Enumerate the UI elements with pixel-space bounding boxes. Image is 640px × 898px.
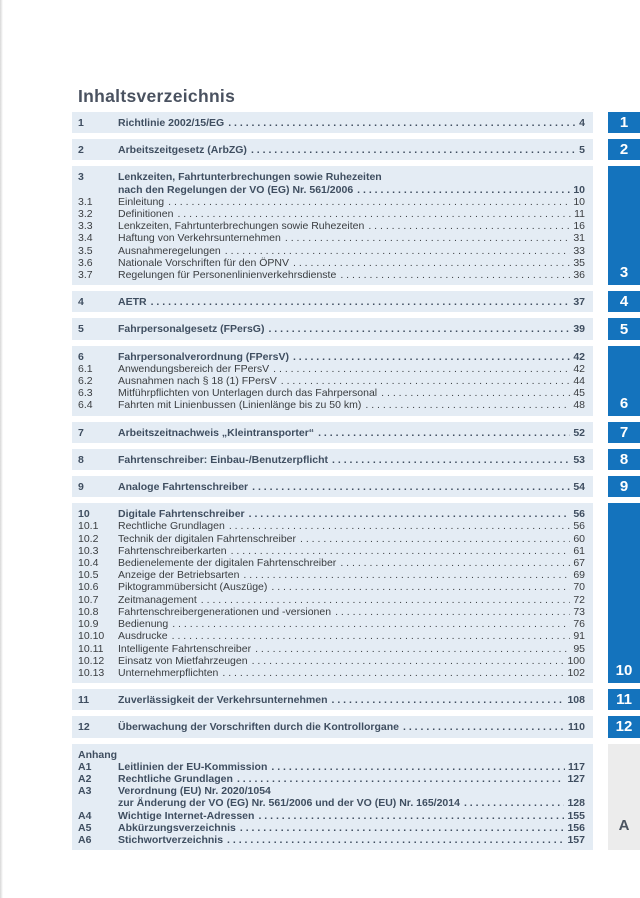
chapter-number: A1 [78,760,92,773]
dot-leader [271,761,565,773]
page-number: 108 [567,694,585,707]
toc-row [78,171,585,183]
chapter-number: 10.12 [78,654,105,667]
chapter-tab-6: 6 [608,346,640,416]
entry-title: Digitale Fahrtenschreiber [118,508,245,521]
toc-band [72,716,593,737]
toc-band [72,476,593,497]
page-number: 52 [573,426,585,439]
entry-title: Überwachung der Vorschriften durch die Kontrollorgane [118,721,400,734]
dot-leader [271,581,570,593]
chapter-number: 10.13 [78,666,105,679]
chapter-number: 2 [78,144,84,157]
toc-row [78,454,585,466]
dot-leader [293,351,570,363]
chapter-number: 10.4 [78,557,99,570]
chapter-tab-12: 12 [608,716,640,737]
toc-band [72,166,593,285]
chapter-tab-9: 9 [608,476,640,497]
chapter-number: 10.1 [78,520,99,533]
toc-row [78,232,585,244]
chapter-number: 11 [78,694,90,707]
page-number: 31 [573,232,585,245]
toc-block-1 [72,112,640,133]
dot-leader [368,220,570,232]
toc-row [78,144,585,156]
toc-row [78,520,585,532]
dot-leader [240,822,565,834]
page-number: 5 [579,144,585,157]
toc-band [72,346,593,416]
dot-leader [172,618,570,630]
page-number: 39 [573,323,585,336]
toc-block-5 [72,318,640,339]
toc-block-8 [72,449,640,470]
toc-block-11 [72,689,640,710]
chapter-tab-2: 2 [608,139,640,160]
dot-leader [168,196,570,208]
toc-row [78,257,585,269]
entry-title: Fahrpersonalverordnung (FPersV) [118,350,289,363]
band-tab-gap [593,422,608,443]
chapter-tab-A: A [608,744,640,851]
dot-leader [357,184,570,196]
entry-title: Arbeitszeitgesetz (ArbZG) [118,144,247,157]
entry-title: Einleitung [118,195,165,208]
entry-title: Abkürzungsverzeichnis [118,821,236,834]
chapter-number: 10.3 [78,544,99,557]
toc-row [78,749,585,761]
toc-row [78,508,585,520]
page-number: 91 [573,630,585,643]
chapter-number: A2 [78,772,92,785]
toc-row [78,545,585,557]
chapter-tab-11: 11 [608,689,640,710]
band-tab-gap [593,166,608,285]
toc-row [78,655,585,667]
band-tab-gap [593,346,608,416]
entry-title: Analoge Fahrtenschreiber [118,481,249,494]
page-number: 128 [567,797,585,810]
page-number: 35 [573,256,585,269]
band-tab-gap [593,449,608,470]
page-number: 76 [573,618,585,631]
band-tab-gap [593,689,608,710]
toc-row [78,427,585,439]
page-number: 42 [573,350,585,363]
band-tab-gap [593,503,608,683]
chapter-number: 12 [78,721,90,734]
toc-block-4 [72,291,640,312]
dot-leader [231,545,571,557]
entry-title: Rechtliche Grundlagen [118,520,225,533]
chapter-number: 3.3 [78,220,93,233]
toc-block-9 [72,476,640,497]
entry-title: Wichtige Internet-Adressen [118,809,255,822]
page-number: 11 [574,208,585,221]
dot-leader [332,694,565,706]
entry-title: Technik der digitalen Fahrtenschreiber [118,532,297,545]
chapter-number: 9 [78,481,84,494]
entry-title: Fahrpersonalgesetz (FPersG) [118,323,265,336]
entry-title: Nationale Vorschriften für den ÖPNV [118,256,290,269]
toc-block-12 [72,716,640,737]
chapter-number: 10.2 [78,532,99,545]
chapter-number: A4 [78,809,92,822]
toc-row [78,667,585,679]
band-tab-gap [593,318,608,339]
entry-title: Anwendungsbereich der FPersV [118,362,270,375]
band-tab-gap [593,139,608,160]
chapter-number: 1 [78,117,84,129]
dot-leader [318,427,570,439]
toc-block-6 [72,346,640,416]
toc-row [78,269,585,281]
chapter-number: 3 [78,171,84,184]
dot-leader [340,557,570,569]
page-number: 70 [573,581,585,594]
dot-leader [293,257,570,269]
page-number: 61 [573,544,585,557]
dot-leader [225,245,571,257]
chapter-number: 3.2 [78,208,93,221]
chapter-number: 10.8 [78,605,99,618]
band-tab-gap [593,744,608,851]
toc-band [72,503,593,683]
toc-row [78,220,585,232]
dot-leader [251,144,576,156]
dot-leader [381,387,570,399]
entry-title: Fahrten mit Linienbussen (Linienlänge bis zu 50 km) [118,399,362,412]
toc-row [78,481,585,493]
dot-leader [201,594,571,606]
toc-row [78,245,585,257]
chapter-number: 7 [78,426,84,439]
chapter-number: 10.10 [78,630,105,643]
dot-leader [151,296,571,308]
dot-leader [335,606,570,618]
page-number: 127 [567,772,585,785]
dot-leader [340,269,570,281]
chapter-number: 3.1 [78,195,93,208]
chapter-number: 3.5 [78,244,93,257]
dot-leader [273,363,570,375]
toc-row [78,363,585,375]
entry-title: Ausnahmeregelungen [118,244,221,257]
entry-title: Ausnahmen nach § 18 (1) FPersV [118,375,277,388]
page-title: Inhaltsverzeichnis [78,86,236,106]
entry-title: Fahrtenschreiberkarten [118,544,227,557]
page-number: 36 [573,269,585,282]
toc-list [72,112,640,850]
page-number: 44 [573,375,585,388]
entry-title: Bedienelemente der digitalen Fahrtenschreiber [118,557,337,570]
page-number: 72 [573,593,585,606]
page-number: 95 [573,642,585,655]
toc-band [72,291,593,312]
page-number: 157 [567,833,585,846]
chapter-number: 5 [78,323,84,336]
page-number: 56 [573,508,585,521]
toc-block-3 [72,166,640,285]
chapter-tab-3: 3 [608,166,640,285]
toc-row [78,822,585,834]
toc-row [78,606,585,618]
chapter-tab-8: 8 [608,449,640,470]
page-number: 37 [573,296,585,309]
page-number: 10 [573,195,585,208]
band-tab-gap [593,476,608,497]
page-number: 42 [573,362,585,375]
chapter-number: 10.9 [78,618,99,631]
toc-row [78,581,585,593]
page-number: 155 [567,809,585,822]
toc-band [72,112,593,133]
chapter-number: 10.6 [78,581,99,594]
entry-title: Einsatz von Mietfahrzeugen [118,654,248,667]
toc-band [72,689,593,710]
entry-title: Definitionen [118,208,174,221]
toc-row [78,594,585,606]
toc-row [78,694,585,706]
toc-row [78,196,585,208]
entry-title: Zuverlässigkeit der Verkehrsunternehmen [118,694,328,707]
toc-block-2 [72,139,640,160]
page-number: 110 [568,721,585,734]
band-tab-gap [593,112,608,133]
page-number: 4 [579,117,585,129]
page-number: 60 [573,532,585,545]
toc-band [72,318,593,339]
chapter-number: 6.1 [78,362,93,375]
entry-title: nach den Regelungen der VO (EG) Nr. 561/2006 [118,183,354,196]
dot-leader [255,643,570,655]
page-number: 56 [573,520,585,533]
chapter-number: 6.4 [78,399,93,412]
page-number: 33 [573,244,585,257]
chapter-number: 8 [78,453,84,466]
toc-row [78,399,585,411]
dot-leader [403,721,565,733]
page-number: 67 [573,557,585,570]
chapter-number: 10.11 [78,642,104,655]
dot-leader [332,454,570,466]
entry-title: Stichwortverzeichnis [118,833,224,846]
dot-leader [222,667,564,679]
entry-title: Leitlinien der EU-Kommission [118,760,268,773]
toc-row [78,323,585,335]
entry-title: Unternehmerpflichten [118,666,219,679]
page-number: 48 [573,399,585,412]
entry-title: Rechtliche Grundlagen [118,772,233,785]
entry-title: Verordnung (EU) Nr. 2020/1054 [118,785,271,798]
entry-title: Bedienung [118,618,169,631]
entry-title: Zeitmanagement [118,593,197,606]
dot-leader [285,232,570,244]
page-number: 156 [567,821,585,834]
dot-leader [252,655,565,667]
page-number: 117 [568,760,585,773]
dot-leader [229,520,570,532]
dot-leader [300,533,570,545]
toc-block-A [72,744,640,851]
toc-row [78,375,585,387]
chapter-number: 3.4 [78,232,93,245]
entry-title: Richtlinie 2002/15/EG [118,117,225,129]
toc-block-7 [72,422,640,443]
chapter-number: 6 [78,350,84,363]
entry-title: Intelligente Fahrtenschreiber [118,642,252,655]
toc-block-10 [72,503,640,683]
page-number: 54 [573,481,585,494]
entry-title: Ausdrucke [118,630,168,643]
toc-row [78,797,585,809]
dot-leader [249,508,571,520]
toc-band [72,449,593,470]
entry-title: Regelungen für Personenlinienverkehrsdienste [118,269,337,282]
entry-title: Arbeitszeitnachweis „Kleintransporter“ [118,426,315,439]
toc-row [78,208,585,220]
page-number: 69 [573,569,585,582]
dot-leader [172,630,571,642]
chapter-number: 3.7 [78,269,93,282]
dot-leader [177,208,571,220]
toc-row [78,557,585,569]
dot-leader [464,797,565,809]
chapter-number: A5 [78,821,92,834]
page-number: 10 [573,183,585,196]
dot-leader [268,323,570,335]
entry-title: Piktogrammübersicht (Auszüge) [118,581,268,594]
toc-row [78,834,585,846]
dot-leader [281,375,571,387]
page-number: 53 [573,453,585,466]
band-tab-gap [593,716,608,737]
dot-leader [365,399,570,411]
toc-row [78,643,585,655]
toc-row [78,810,585,822]
band-tab-gap [593,291,608,312]
chapter-tab-1: 1 [608,112,640,133]
page-number: 100 [567,654,585,667]
toc-row [78,569,585,581]
anhang-heading: Anhang [78,748,118,761]
dot-leader [228,117,576,129]
entry-title: Anzeige der Betriebsarten [118,569,240,582]
toc-row [78,618,585,630]
chapter-tab-4: 4 [608,291,640,312]
entry-title: AETR [118,296,147,309]
entry-title: Lenkzeiten, Fahrtunterbrechungen sowie Ruhezeiten [118,171,382,184]
chapter-number: 10 [78,508,90,521]
scan-edge-shadow [0,0,3,898]
entry-title: Lenkzeiten, Fahrtunterbrechungen sowie Ruhezeiten [118,220,365,233]
toc-row [78,296,585,308]
chapter-number: 6.3 [78,387,93,400]
toc-row [78,533,585,545]
chapter-tab-7: 7 [608,422,640,443]
chapter-number: 3.6 [78,256,93,269]
chapter-number: 6.2 [78,375,93,388]
dot-leader [252,481,570,493]
entry-title: zur Änderung der VO (EG) Nr. 561/2006 und der VO (EU) Nr. 165/2014 [118,797,460,810]
page-number: 73 [573,605,585,618]
chapter-tab-10: 10 [608,503,640,683]
toc-band [72,422,593,443]
dot-leader [227,834,564,846]
toc-row [78,761,585,773]
chapter-number: 4 [78,296,84,309]
chapter-number: 10.7 [78,593,99,606]
entry-title: Haftung von Verkehrsunternehmen [118,232,281,245]
toc-row [78,773,585,785]
toc-row [78,630,585,642]
chapter-number: A6 [78,833,92,846]
toc-band [72,744,593,851]
toc-row [78,117,585,129]
page-number: 45 [573,387,585,400]
dot-leader [258,810,564,822]
page-number: 102 [567,666,585,679]
toc-row [78,387,585,399]
dot-leader [243,569,570,581]
entry-title: Fahrtenschreibergenerationen und -versionen [118,605,332,618]
chapter-tab-5: 5 [608,318,640,339]
toc-row [78,721,585,733]
entry-title: Fahrtenschreiber: Einbau-/Benutzerpflicht [118,453,329,466]
toc-row [78,184,585,196]
toc-band [72,139,593,160]
toc-row [78,351,585,363]
toc-row [78,785,585,797]
chapter-number: A3 [78,785,92,798]
dot-leader [237,773,565,785]
entry-title: Mitführpflichten von Unterlagen durch das Fahrpersonal [118,387,378,400]
chapter-number: 10.5 [78,569,99,582]
page-number: 16 [573,220,585,233]
